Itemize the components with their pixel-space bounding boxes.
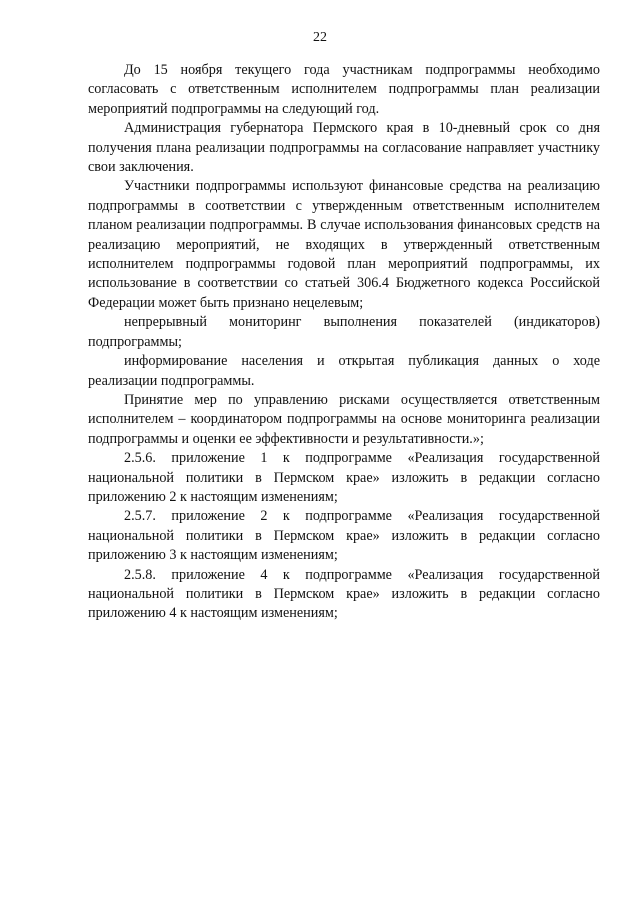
document-body bbox=[88, 61, 600, 624]
paragraph-risk-management: Принятие мер по управлению рисками осуществляется ответственным исполнителем – координатором подпрограммы на основе мониторинга реализации подпрограммы и оценки ее эффективности и результативности.»; bbox=[88, 391, 600, 447]
paragraph-public-information: информирование населения и открытая публикация данных о ходе реализации подпрограммы. bbox=[88, 353, 600, 389]
paragraph-item-2-5-7: 2.5.7. приложение 2 к подпрограмме «Реализация государственной национальной политики в Пермском крае» изложить в редакции согласно приложению 3 к настоящим изменениям; bbox=[88, 508, 600, 564]
paragraph-item-2-5-6: 2.5.6. приложение 1 к подпрограмме «Реализация государственной национальной политики в Пермском крае» изложить в редакции согласно приложению 2 к настоящим изменениям; bbox=[88, 450, 600, 505]
paragraph-financial-means-usage: Участники подпрограммы используют финансовые средства на реализацию подпрограммы в соответствии с утвержденным ответственным исполнителем планом реализации подпрограммы. В случае использования финансовых средств на реализацию мероприятий, не входящих в утвержденный ответственным исполнителем подпрограммы годовой план мероприятий подпрограммы, их использование в соответствии со статьей 306.4 Бюджетного кодекса Российской Федерации может быть признано нецелевым; bbox=[88, 178, 600, 311]
paragraph-plan-approval-deadline: До 15 ноября текущего года участникам подпрограммы необходимо согласовать с ответственным исполнителем подпрограммы план реализации мероприятий подпрограммы на следующий год. bbox=[88, 62, 600, 117]
paragraph-item-2-5-8: 2.5.8. приложение 4 к подпрограмме «Реализация государственной национальной политики в Пермском крае» изложить в редакции согласно приложению 4 к настоящим изменениям; bbox=[88, 566, 600, 622]
paragraph-administration-conclusion: Администрация губернатора Пермского края в 10-дневный срок со дня получения плана реализации подпрограммы на согласование направляет участнику свои заключения. bbox=[88, 120, 600, 176]
paragraph-indicator-monitoring: непрерывный мониторинг выполнения показателей (индикаторов) подпрограммы; bbox=[88, 314, 600, 350]
page-number: 22 bbox=[313, 30, 327, 45]
